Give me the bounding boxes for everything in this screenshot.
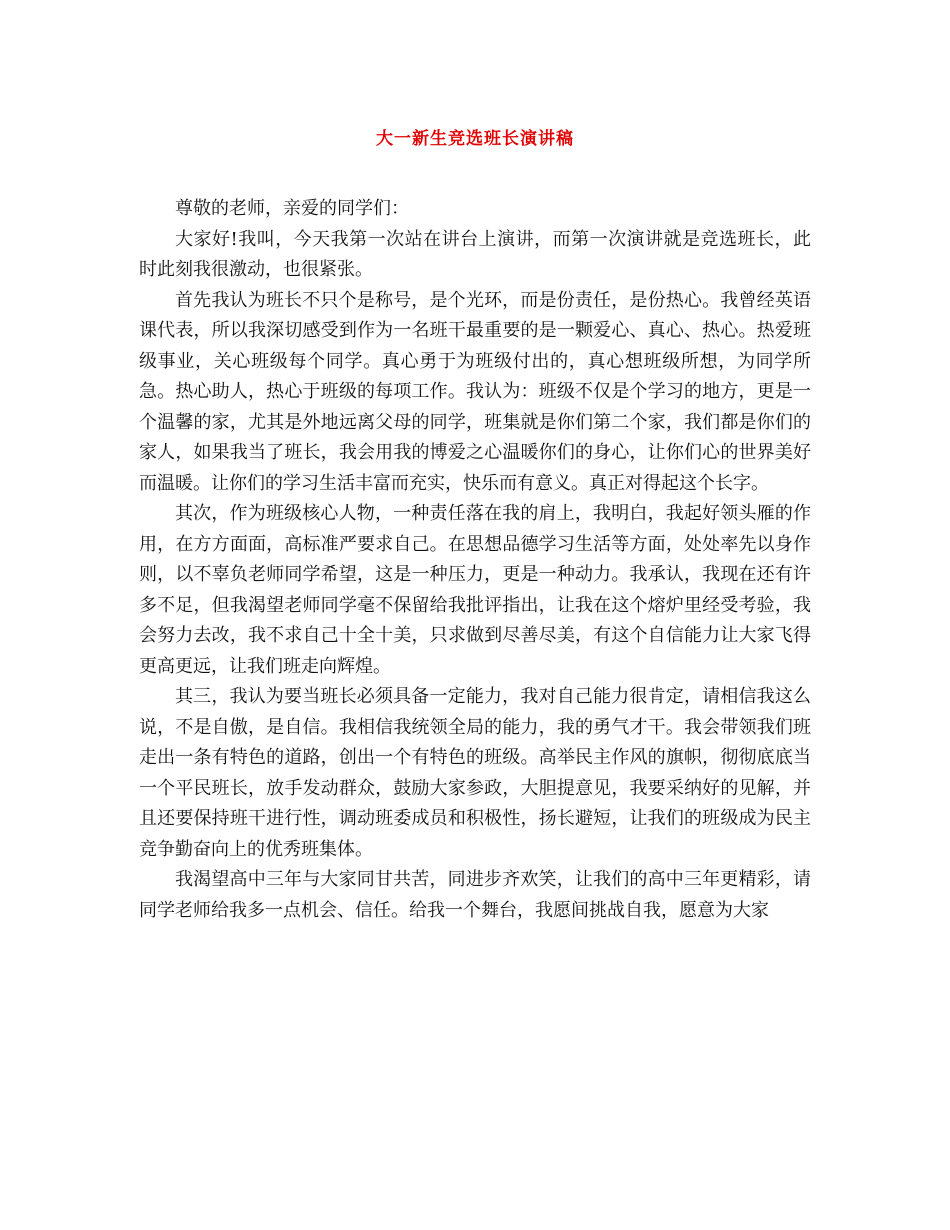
- paragraph-intro: 大家好!我叫，今天我第一次站在讲台上演讲，而第一次演讲就是竞选班长，此时此刻我很激动，也很紧张。: [139, 228, 811, 280]
- paragraph-closing: 我渴望高中三年与大家同甘共苦，同进步齐欢笑，让我们的高中三年更精彩，请同学老师给我多一点机会、信任。给我一个舞台，我愿间挑战自我，愿意为大家: [139, 869, 811, 921]
- document-title: 大一新生竞选班长演讲稿: [376, 129, 574, 149]
- paragraph-third-point: 其三，我认为要当班长必须具备一定能力，我对自己能力很肯定，请相信我这么说，不是自傲，是自信。我相信我统领全局的能力，我的勇气才干。我会带领我们班走出一条有特色的道路，创出一个有特色的班级。高举民主作风的旗帜，彻彻底底当一个平民班长，放手发动群众，鼓励大家参政，大胆提意见，我要采纳好的见解，并且还要保持班干进行性，调动班委成员和积极性，扬长避短，让我们的班级成为民主竞争勤奋向上的优秀班集体。: [139, 686, 811, 860]
- paragraph-first-point: 首先我认为班长不只个是称号，是个光环，而是份责任，是份热心。我曾经英语课代表，所以我深切感受到作为一名班干最重要的是一颗爱心、真心、热心。热爱班级事业，关心班级每个同学。真心勇于为班级付出的，真心想班级所想，为同学所急。热心助人，热心于班级的每项工作。我认为：班级不仅是个学习的地方，更是一个温馨的家，尤其是外地远离父母的同学，班集就是你们第二个家，我们都是你们的家人，如果我当了班长，我会用我的博爱之心温暖你们的身心，让你们心的世界美好而温暖。让你们的学习生活丰富而充实，快乐而有意义。真正对得起这个长字。: [139, 289, 811, 494]
- document-body: [139, 194, 811, 926]
- paragraph-second-point: 其次，作为班级核心人物，一种责任落在我的肩上，我明白，我起好领头雁的作用，在方方面面，高标准严要求自己。在思想品德学习生活等方面，处处率先以身作则，以不辜负老师同学希望，这是一种压力，更是一种动力。我承认，我现在还有许多不足，但我渴望老师同学毫不保留给我批评指出，让我在这个熔炉里经受考验，我会努力去改，我不求自己十全十美，只求做到尽善尽美，有这个自信能力让大家飞得更高更远，让我们班走向辉煌。: [139, 503, 811, 677]
- paragraph-greeting: 尊敬的老师，亲爱的同学们：: [175, 198, 409, 219]
